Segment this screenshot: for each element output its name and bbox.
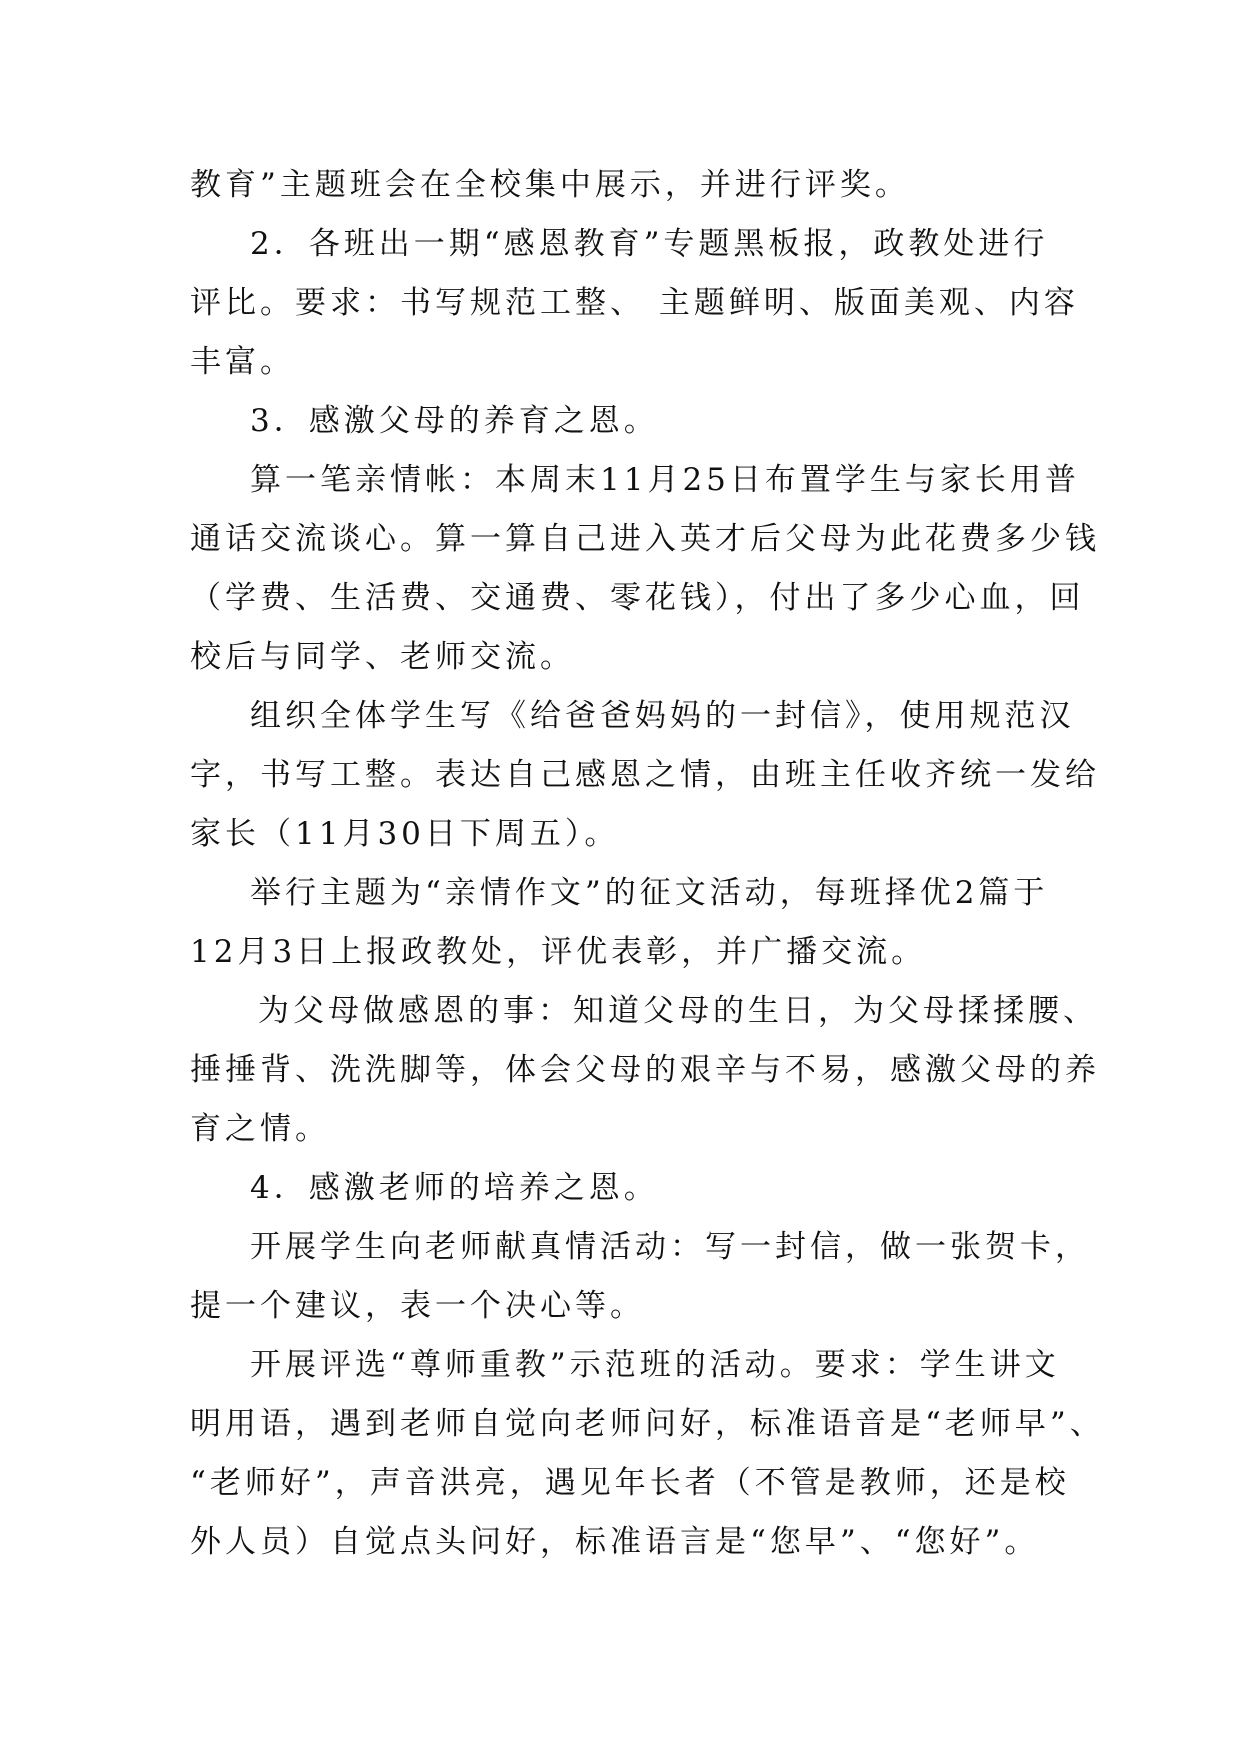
text-line: 捶捶背、洗洗脚等，体会父母的艰辛与不易，感激父母的养 — [190, 1052, 1100, 1088]
text-line: 开展评选“尊师重教”示范班的活动。要求：学生讲文 — [250, 1347, 1060, 1383]
text-line: 明用语，遇到老师自觉向老师问好，标准语音是“老师早”、 — [190, 1406, 1105, 1442]
text-line: 字，书写工整。表达自己感恩之情，由班主任收齐统一发给 — [190, 757, 1100, 793]
text-line: 4．感激老师的培养之恩。 — [250, 1170, 659, 1206]
text-line: 丰富。 — [190, 344, 295, 380]
text-line: 为父母做感恩的事：知道父母的生日，为父母揉揉腰、 — [258, 993, 1098, 1029]
text-line: 教育”主题班会在全校集中展示，并进行评奖。 — [190, 167, 910, 203]
text-line: 育之情。 — [190, 1111, 330, 1147]
text-line: “老师好”，声音洪亮，遇见年长者（不管是教师，还是校 — [190, 1465, 1070, 1501]
text-line: 通话交流谈心。算一算自己进入英才后父母为此花费多少钱 — [190, 521, 1100, 557]
text-line: 2．各班出一期“感恩教育”专题黑板报，政教处进行 — [250, 226, 1049, 262]
text-line: （学费、生活费、交通费、零花钱），付出了多少心血，回 — [190, 580, 1085, 616]
text-line: 算一笔亲情帐：本周末11月25日布置学生与家长用普 — [250, 462, 1080, 498]
text-line: 3．感激父母的养育之恩。 — [250, 403, 659, 439]
text-line: 家长（11月30日下周五）。 — [190, 816, 620, 852]
text-line: 校后与同学、老师交流。 — [190, 639, 575, 675]
text-line: 外人员）自觉点头问好，标准语言是“您早”、“您好”。 — [190, 1524, 1040, 1560]
text-line: 12月3日上报政教处，评优表彰，并广播交流。 — [190, 934, 927, 970]
text-line: 评比。要求：书写规范工整、 主题鲜明、版面美观、内容 — [190, 285, 1079, 321]
text-line: 提一个建议，表一个决心等。 — [190, 1288, 645, 1324]
text-line: 举行主题为“亲情作文”的征文活动，每班择优2篇于 — [250, 875, 1049, 911]
text-line: 组织全体学生写《给爸爸妈妈的一封信》，使用规范汉 — [250, 698, 1075, 734]
text-line: 开展学生向老师献真情活动：写一封信，做一张贺卡， — [250, 1229, 1090, 1265]
